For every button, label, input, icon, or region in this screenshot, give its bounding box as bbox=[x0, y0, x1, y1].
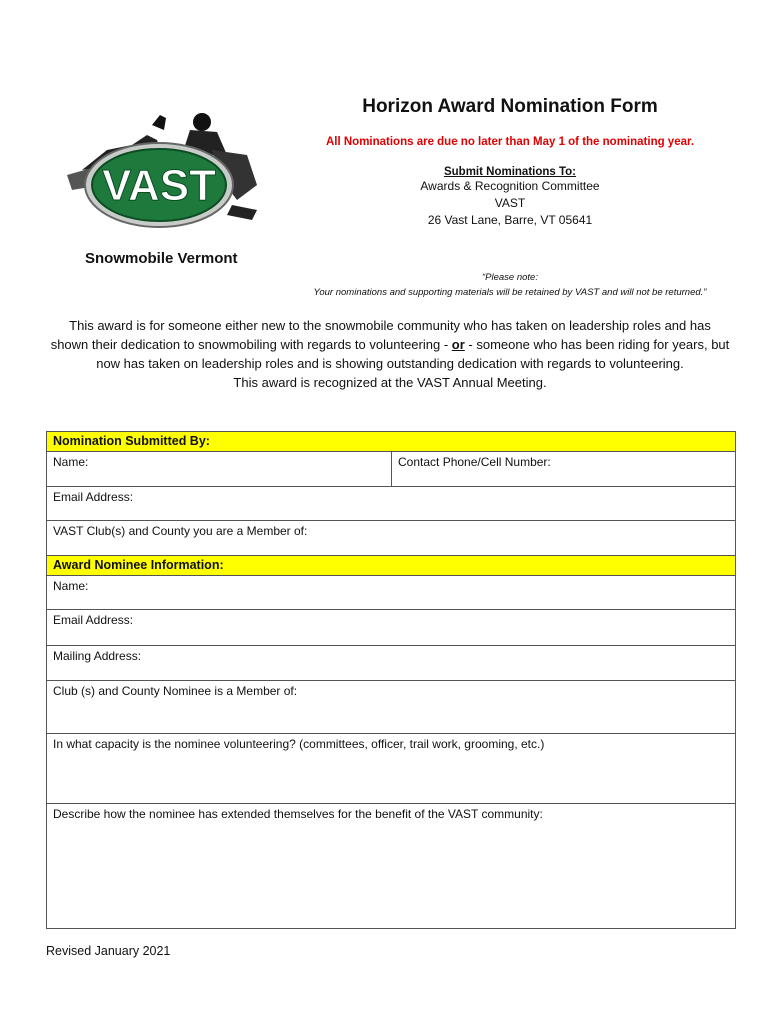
submitter-name-label: Name: bbox=[53, 455, 89, 469]
nominee-name-label: Name: bbox=[53, 579, 89, 593]
nominee-club-field[interactable] bbox=[47, 681, 735, 734]
nominee-mailing-field[interactable] bbox=[47, 646, 735, 681]
revision-note: Revised January 2021 bbox=[46, 944, 171, 958]
note-line-1: “Please note: bbox=[482, 272, 538, 283]
nominee-mailing-label: Mailing Address: bbox=[53, 649, 142, 663]
logo-text: VAST bbox=[101, 161, 217, 210]
nominee-capacity-field[interactable] bbox=[47, 734, 735, 804]
nomination-form bbox=[46, 431, 736, 929]
submitter-club-field[interactable] bbox=[47, 521, 735, 556]
submitter-phone-field[interactable] bbox=[392, 452, 557, 486]
vast-logo bbox=[62, 110, 262, 240]
submitter-club-label: VAST Club(s) and County you are a Member of: bbox=[53, 524, 308, 538]
nominee-describe-label: Describe how the nominee has extended themselves for the benefit of the VAST community: bbox=[53, 807, 543, 821]
nominee-describe-field[interactable] bbox=[47, 804, 735, 928]
org-name: Snowmobile Vermont bbox=[85, 250, 238, 267]
note-line-2: Your nominations and supporting materials will be retained by VAST and will not be returned.” bbox=[313, 287, 707, 298]
retention-note bbox=[250, 270, 770, 300]
submitter-email-field[interactable] bbox=[47, 487, 735, 521]
submitter-phone-label: Contact Phone/Cell Number: bbox=[398, 455, 551, 469]
description-part-2: - someone who has been riding for years, but now has taken on leadership roles and is showing outstanding dedication with regards to volunteering. bbox=[96, 337, 730, 371]
due-notice: All Nominations are due no later than May 1 of the nominating year. bbox=[325, 136, 695, 148]
address-line: 26 Vast Lane, Barre, VT 05641 bbox=[427, 213, 593, 227]
page-title: Horizon Award Nomination Form bbox=[362, 96, 658, 117]
section-submitted-by: Nomination Submitted By: bbox=[47, 432, 735, 452]
description-part-1: This award is for someone either new to the snowmobile community who has taken on leadership roles and has shown their dedication to snowmobiling with regards to volunteering - bbox=[50, 318, 711, 352]
nominee-club-label: Club (s) and County Nominee is a Member of: bbox=[53, 684, 298, 698]
nominee-capacity-label: In what capacity is the nominee volunteering? (committees, officer, trail work, grooming, etc.) bbox=[53, 737, 545, 751]
nominee-email-field[interactable] bbox=[47, 610, 735, 646]
header bbox=[290, 96, 730, 229]
submitter-name-phone-row bbox=[47, 452, 735, 487]
nominee-name-field[interactable] bbox=[47, 576, 735, 610]
section-nominee: Award Nominee Information: bbox=[47, 556, 735, 576]
nominee-email-label: Email Address: bbox=[53, 613, 134, 627]
address-line: Awards & Recognition Committee bbox=[420, 179, 600, 193]
address-line: VAST bbox=[494, 196, 526, 210]
description-or: or bbox=[451, 337, 465, 352]
award-description bbox=[50, 316, 730, 392]
submitter-email-label: Email Address: bbox=[53, 490, 134, 504]
submit-heading: Submit Nominations To: bbox=[443, 166, 577, 178]
submitter-name-field[interactable] bbox=[47, 452, 392, 486]
description-line-3: This award is recognized at the VAST Annual Meeting. bbox=[233, 375, 547, 390]
